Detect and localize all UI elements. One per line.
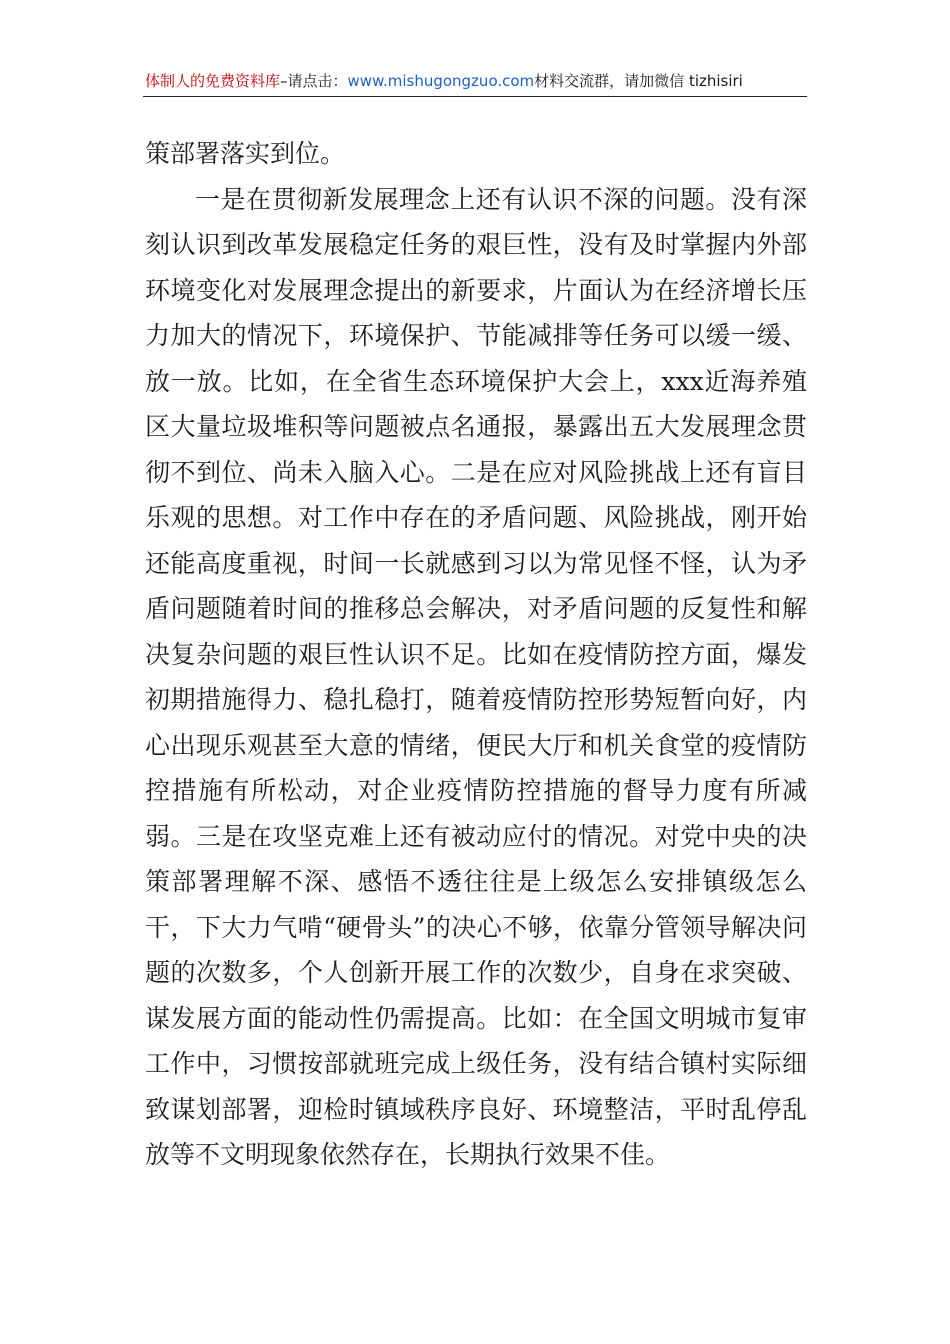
header-url-link[interactable]: www.mishugongzuo.com bbox=[347, 72, 535, 90]
header-prompt: –请点击： bbox=[280, 72, 348, 90]
header-group-text: 材料交流群，请加微信 tizhisiri bbox=[534, 72, 743, 90]
document-body bbox=[145, 131, 807, 1178]
header-divider bbox=[143, 96, 807, 97]
page-header bbox=[145, 68, 807, 94]
continuation-line: 策部署落实到位。 bbox=[145, 139, 346, 168]
main-paragraph: 一是在贯彻新发展理念上还有认识不深的问题。没有深刻认识到改革发展稳定任务的艰巨性，没有及时掌握内外部环境变化对发展理念提出的新要求，片面认为在经济增长压力加大的情况下，环境保护、节能减排等任务可以缓一缓、放一放。比如，在全省生态环境保护大会上，xxx近海养殖区大量垃圾堆积等问题被点名通报，暴露出五大发展理念贯彻不到位、尚未入脑入心。二是在应对风险挑战上还有盲目乐观的思想。对工作中存在的矛盾问题、风险挑战，刚开始还能高度重视，时间一长就感到习以为常见怪不怪，认为矛盾问题随着时间的推移总会解决，对矛盾问题的反复性和解决复杂问题的艰巨性认识不足。比如在疫情防控方面，爆发初期措施得力、稳扎稳打，随着疫情防控形势短暂向好，内心出现乐观甚至大意的情绪，便民大厅和机关食堂的疫情防控措施有所松动，对企业疫情防控措施的督导力度有所减弱。三是在攻坚克难上还有被动应付的情况。对党中央的决策部署理解不深、感悟不透往往是上级怎么安排镇级怎么干，下大力气啃“硬骨头”的决心不够，依靠分管领导解决问题的次数多，个人创新开展工作的次数少，自身在求突破、谋发展方面的能动性仍需提高。比如：在全国文明城市复审工作中，习惯按部就班完成上级任务，没有结合镇村实际细致谋划部署，迎检时镇域秩序良好、环境整洁，平时乱停乱放等不文明现象依然存在，长期执行效果不佳。 bbox=[145, 184, 807, 1169]
header-brand: 体制人的免费资料库 bbox=[145, 72, 281, 90]
